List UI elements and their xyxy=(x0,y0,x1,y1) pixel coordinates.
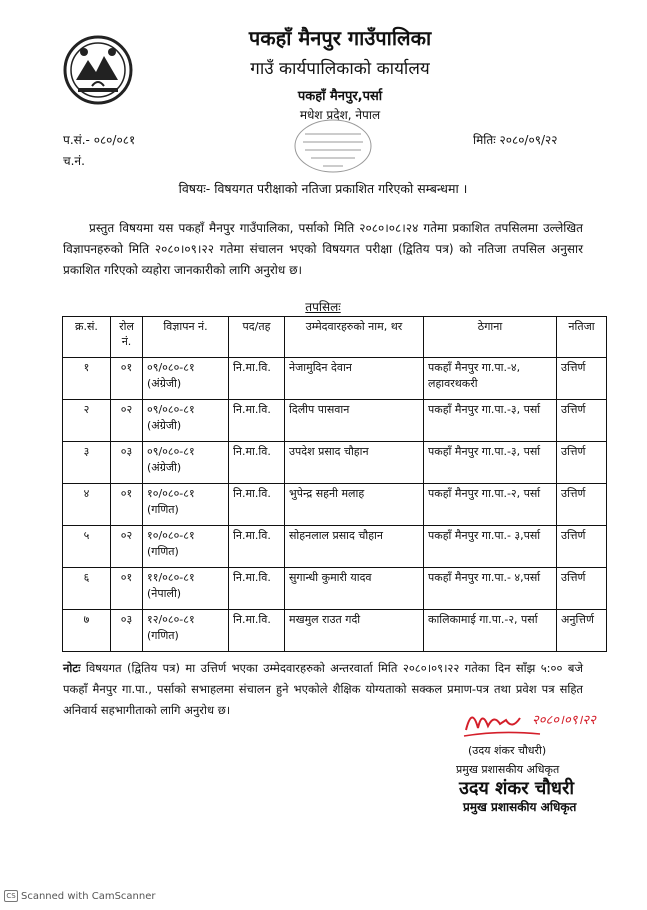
address-cell: पकहाँ मैनपुर गा.पा.-३, पर्सा xyxy=(424,442,557,484)
post-cell: नि.मा.वि. xyxy=(229,358,285,400)
address-cell: पकहाँ मैनपुर गा.पा.-२, पर्सा xyxy=(424,484,557,526)
candidate-name-cell: नेजामुदिन देवान xyxy=(285,358,424,400)
post-cell: नि.मा.वि. xyxy=(229,442,285,484)
column-header: क्र.सं. xyxy=(63,317,111,358)
nepal-government-emblem-icon xyxy=(62,34,134,106)
candidate-name-cell: भुपेन्द्र सहनी मलाह xyxy=(285,484,424,526)
candidate-name-cell: दिलीप पासवान xyxy=(285,400,424,442)
column-header: ठेगाना xyxy=(424,317,557,358)
serial-cell: ६ xyxy=(63,568,111,610)
candidate-name-cell: उपदेश प्रसाद चौहान xyxy=(285,442,424,484)
signature-date: २०८०।०९।२२ xyxy=(532,713,596,728)
address-cell: पकहाँ मैनपुर गा.पा.- ३,पर्सा xyxy=(424,526,557,568)
advertisement-cell: १०/०८०-८१ (गणित) xyxy=(143,526,229,568)
signatory-name-small: (उदय शंकर चौधरी) xyxy=(468,744,547,757)
camscanner-logo-icon: CS xyxy=(4,890,18,902)
roll-cell: ०२ xyxy=(111,526,143,568)
address-cell: पकहाँ मैनपुर गा.पा.-३, पर्सा xyxy=(424,400,557,442)
candidate-name-cell: मखमुल राउत गदी xyxy=(285,610,424,652)
note-label: नोटः xyxy=(63,661,81,675)
address-cell: पकहाँ मैनपुर गा.पा.-४, लहावरथकरी xyxy=(424,358,557,400)
footer-text: Scanned with CamScanner xyxy=(21,891,156,902)
table-row xyxy=(63,526,607,568)
post-cell: नि.मा.वि. xyxy=(229,484,285,526)
post-cell: नि.मा.वि. xyxy=(229,400,285,442)
office-name: पकहाँ मैनपुर गाउँपालिका xyxy=(248,26,432,50)
roll-cell: ०१ xyxy=(111,358,143,400)
roll-cell: ०३ xyxy=(111,610,143,652)
serial-cell: १ xyxy=(63,358,111,400)
serial-cell: ४ xyxy=(63,484,111,526)
signatory-designation-stamp: प्रमुख प्रशासकीय अधिकृत xyxy=(463,800,577,814)
table-row xyxy=(63,442,607,484)
office-province: मधेश प्रदेश, नेपाल xyxy=(299,108,381,122)
note-text: विषयगत (द्वितिय पत्र) मा उत्तिर्ण भएका उम्मेदवारहरुको अन्तरवार्ता मिति २०८०।०९।२२ गतेका दिन साँझ ५:०० बजे पकहाँ मैनपुर गा.पा., पर्साको सभाहलमा संचालन हुने भएकोले शैक्षिक योग्यताको सक्कल प्रमाण-पत्र तथा प्रवेश पत्र सहित अनिवार्य सहभागीताको लागि अनुरोध छ। xyxy=(63,661,583,717)
advertisement-cell: ०९/०८०-८१ (अंग्रेजी) xyxy=(143,400,229,442)
table-row xyxy=(63,358,607,400)
serial-cell: ५ xyxy=(63,526,111,568)
office-stamp xyxy=(293,118,373,174)
letter-reference-number: प.सं.- ०८०/०८१ xyxy=(63,133,136,147)
table-row xyxy=(63,568,607,610)
roll-cell: ०३ xyxy=(111,442,143,484)
signatory-designation-small: प्रमुख प्रशासकीय अधिकृत xyxy=(456,763,560,776)
serial-cell: ३ xyxy=(63,442,111,484)
result-cell: उत्तिर्ण xyxy=(557,484,607,526)
advertisement-cell: ०९/०८०-८१ (अंग्रेजी) xyxy=(143,442,229,484)
signatory-name-stamp: उदय शंकर चौधरी xyxy=(459,778,575,799)
roll-cell: ०१ xyxy=(111,484,143,526)
roll-cell: ०२ xyxy=(111,400,143,442)
post-cell: नि.मा.वि. xyxy=(229,526,285,568)
result-cell: उत्तिर्ण xyxy=(557,400,607,442)
column-header: रोल नं. xyxy=(111,317,143,358)
advertisement-cell: १०/०८०-८१ (गणित) xyxy=(143,484,229,526)
letter-body: प्रस्तुत विषयमा यस पकहाँ मैनपुर गाउँपालिका, पर्साको मिति २०८०।०८।२४ गतेमा प्रकाशित तपसिलमा उल्लेखित विज्ञापनहरुको मिति २०८०।०९।२२ गतेमा संचालन भएको विषयगत परीक्षा (द्वितिय पत्र) को नतिजा तपसिल अनुसार प्रकाशित गरिएको व्यहोरा जानकारीको लागि अनुरोध छ। xyxy=(63,221,583,277)
result-cell: अनुत्तिर्ण xyxy=(557,610,607,652)
results-table xyxy=(62,316,607,652)
dispatch-number: च.नं. xyxy=(63,154,85,168)
column-header: नतिजा xyxy=(557,317,607,358)
candidate-name-cell: सुगान्धी कुमारी यादव xyxy=(285,568,424,610)
result-cell: उत्तिर्ण xyxy=(557,358,607,400)
table-header-row xyxy=(63,317,607,358)
roll-cell: ०१ xyxy=(111,568,143,610)
letter-date: मितिः २०८०/०९/२२ xyxy=(473,133,558,147)
address-cell: कालिकामाई गा.पा.-२, पर्सा xyxy=(424,610,557,652)
office-location: पकहाँ मैनपुर,पर्सा xyxy=(297,89,383,104)
post-cell: नि.मा.वि. xyxy=(229,610,285,652)
scanner-footer xyxy=(4,890,156,902)
column-header: विज्ञापन नं. xyxy=(143,317,229,358)
serial-cell: ७ xyxy=(63,610,111,652)
serial-cell: २ xyxy=(63,400,111,442)
column-header: पद/तह xyxy=(229,317,285,358)
advertisement-cell: ०९/०८०-८१ (अंग्रेजी) xyxy=(143,358,229,400)
handwritten-signature xyxy=(460,700,610,744)
result-cell: उत्तिर्ण xyxy=(557,442,607,484)
table-row xyxy=(63,610,607,652)
post-cell: नि.मा.वि. xyxy=(229,568,285,610)
result-cell: उत्तिर्ण xyxy=(557,526,607,568)
letter-subject: विषयः- विषयगत परीक्षाको नतिजा प्रकाशित गरिएको सम्बन्धमा । xyxy=(178,181,468,196)
advertisement-cell: १२/०८०-८१ (गणित) xyxy=(143,610,229,652)
column-header: उम्मेदवारहरुको नाम, थर xyxy=(285,317,424,358)
advertisement-cell: ११/०८०-८१ (नेपाली) xyxy=(143,568,229,610)
result-cell: उत्तिर्ण xyxy=(557,568,607,610)
candidate-name-cell: सोहनलाल प्रसाद चौहान xyxy=(285,526,424,568)
table-title: तपसिलः xyxy=(305,300,341,314)
table-row xyxy=(63,484,607,526)
table-row xyxy=(63,400,607,442)
office-subtitle: गाउँ कार्यपालिकाको कार्यालय xyxy=(250,59,430,79)
address-cell: पकहाँ मैनपुर गा.पा.- ४,पर्सा xyxy=(424,568,557,610)
